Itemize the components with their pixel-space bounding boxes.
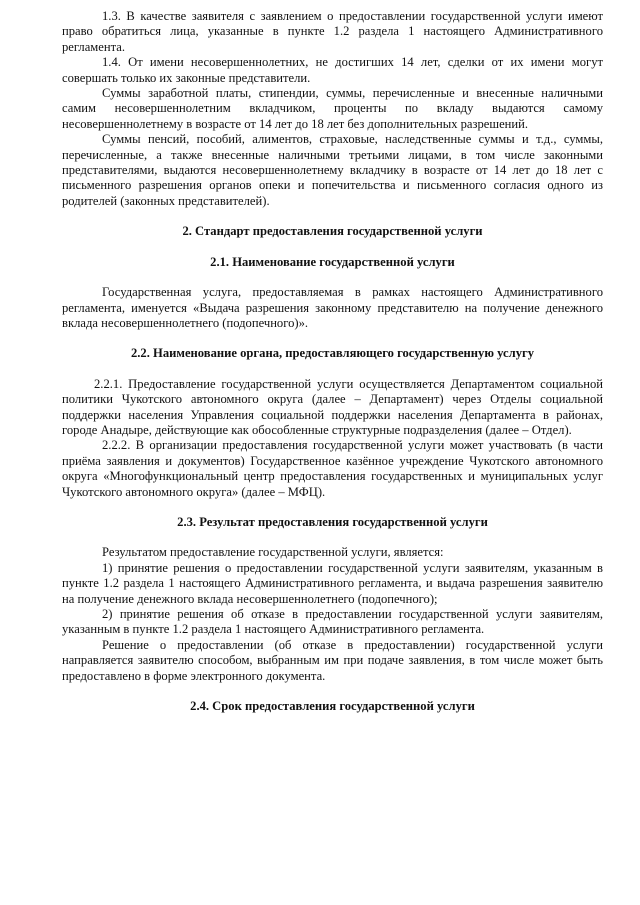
section-2-2-2-text: 2.2.2. В организации предоставления государственной услуги может участвовать (в части приёма заявления и документов) Государственное казённое учреждение Чукотского автономного округа «Многофункциональный центр предоставления государственных и муниципальных услуг Чукотского автономного округа» (далее – МФЦ). xyxy=(62,438,603,499)
paragraph-pension-sums: Суммы пенсий, пособий, алиментов, страховые, наследственные суммы и т.д., суммы, перечисленные, а также внесенные наличными третьими лицами, в том числе законными представителями, выдаются несовершеннолетнему вкладчику в возрасте от 14 лет до 18 лет с письменного разрешения органов опеки и попечительства и письменного согласия одного из родителей (законных представителей). xyxy=(62,132,603,208)
paragraph-salary-sums: Суммы заработной платы, стипендии, суммы, перечисленные и внесенные наличными самим несовершеннолетним вкладчиком, проценты по вкладу выдаются самому несовершеннолетнему в возрасте от 14 лет до 18 лет без дополнительных разрешений. xyxy=(62,86,603,131)
section-2-3-heading: 2.3. Результат предоставления государственной услуги xyxy=(177,514,488,529)
section-2-2-heading: 2.2. Наименование органа, предоставляющего государственную услугу xyxy=(130,346,535,361)
section-2-1-heading: 2.1. Наименование государственной услуги xyxy=(210,254,455,269)
section-2-3-decision: Решение о предоставлении (об отказе в предоставлении) государственной услуги направляется заявителю способом, выбранным им при подаче заявления, в том числе может быть предоставлено в форме электронного документа. xyxy=(62,637,603,683)
section-2-3-item-2: 2) принятие решения об отказе в предоставлении государственной услуги заявителям, указанным в пункте 1.2 раздела 1 настоящего Административного регламента. xyxy=(62,607,603,637)
section-2-3-intro: Результатом предоставление государственной услуги, является: xyxy=(102,545,444,560)
section-2-3-item-1: 1) принятие решения о предоставлении государственной услуги заявителям, указанным в пункте 1.2 раздела 1 настоящего Административного регламента, и выдача разрешения заявителю на получение денежного вклада несовершеннолетнего (подопечного); xyxy=(62,560,603,606)
section-2-1-text: Государственная услуга, предоставляемая в рамках настоящего Административного регламента, именуется «Выдача разрешения законному представителю на получение денежного вклада несовершеннолетнего (подопечного)». xyxy=(62,285,603,330)
paragraph-1-4: 1.4. От имени несовершеннолетних, не достигших 14 лет, сделки от их имени могут совершать только их законные представители. xyxy=(62,55,603,85)
section-2-4-heading: 2.4. Срок предоставления государственной услуги xyxy=(190,699,475,714)
section-2-heading: 2. Стандарт предоставления государственной услуги xyxy=(182,224,483,239)
section-2-2-1-text: 2.2.1. Предоставление государственной услуги осуществляется Департаментом социальной политики Чукотского автономного округа (далее – Департамент) через Отделы социальной поддержки населения Управления социальной поддержки населения Департамента в районах, городе Анадыре, действующие как обособленные структурные подразделения (далее – Отдел). xyxy=(62,376,603,437)
paragraph-1-3: 1.3. В качестве заявителя с заявлением о предоставлении государственной услуги имеют право обратиться лица, указанные в пункте 1.2 раздела 1 настоящего Административного регламента. xyxy=(62,9,603,54)
